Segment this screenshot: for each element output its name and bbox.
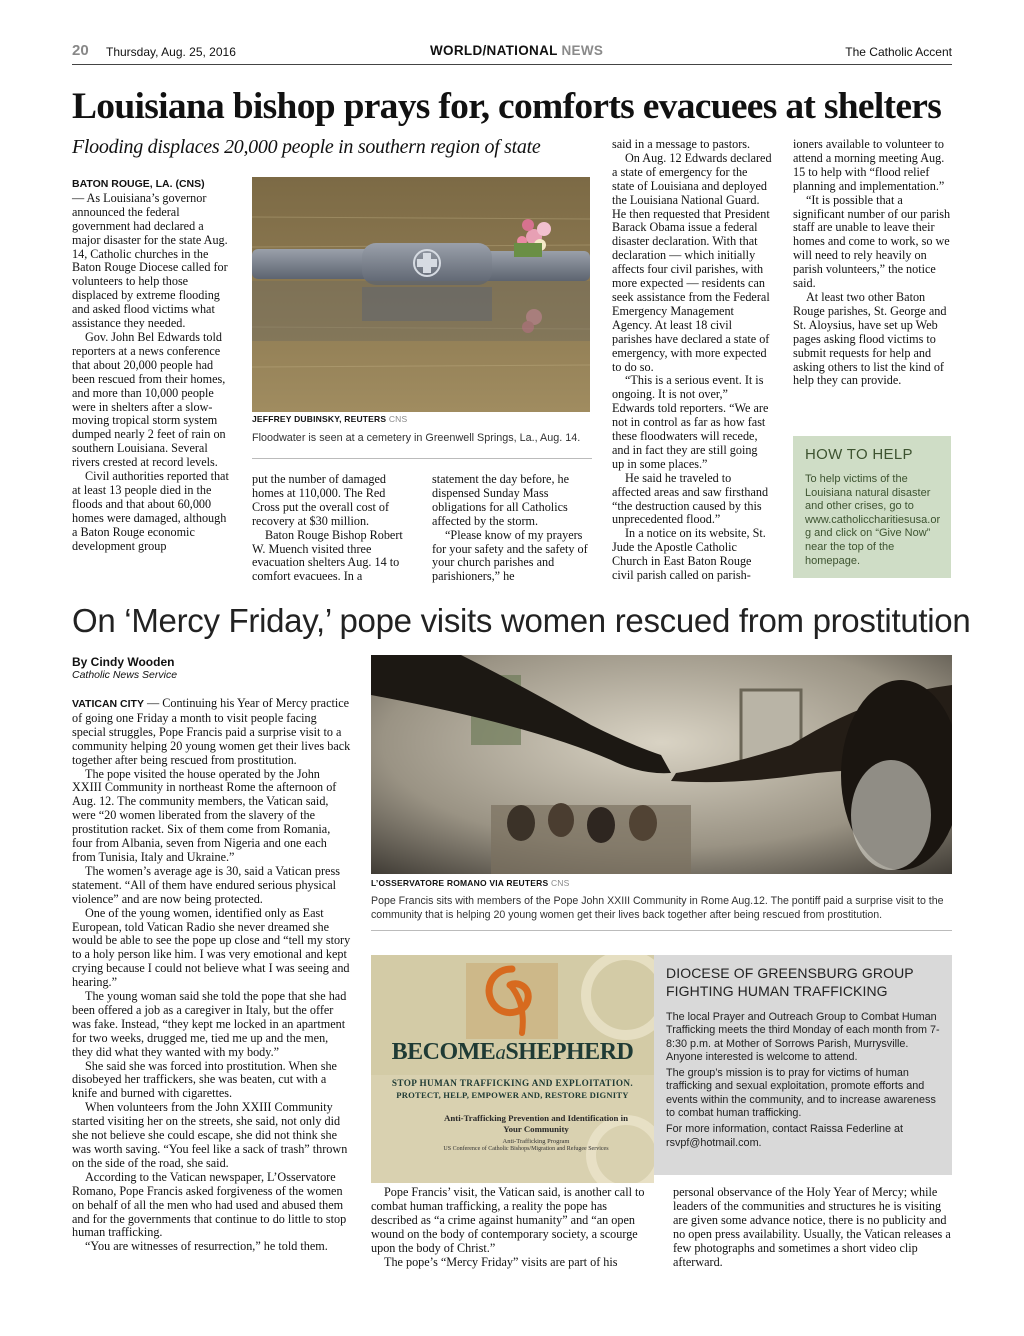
paragraph: — As Louisiana’s governor announced the federal government had declared a major disaster for the state Aug. 14, Catholic churches in the Baton Rouge Diocese called for volunteers to help those displaced by extreme flooding and asked flood victims what assistance they needed.	[72, 190, 228, 331]
paragraph: When volunteers from the John XXIII Community started visiting her on the streets, she said, not only did she not believe she could escape, she did not think she was worth saving. “You feel like a sack of trash” thrown on the side of the road, she said.	[72, 1100, 348, 1170]
story2-byline: By Cindy Wooden	[72, 655, 175, 669]
page-number: 20	[72, 42, 89, 59]
section-label	[430, 43, 603, 58]
diocese-box-paragraph-1: The local Prayer and Outreach Group to Combat Human Trafficking meets the third Monday of each month from 7-8:30 p.m. at Mother of Sorrows Parish, Murrysville. Anyone interested is welcome to attend.	[666, 1011, 940, 1063]
credit-agency: CNS	[388, 414, 408, 424]
section-label-primary: WORLD/NATIONAL	[430, 43, 558, 58]
caption-rule	[252, 458, 592, 459]
story1-column-4	[612, 138, 772, 583]
paragraph: “You are witnesses of resurrection,” he told them.	[85, 1239, 328, 1254]
pope-photo-credit	[371, 878, 569, 888]
story1-column-5	[793, 138, 951, 388]
how-to-help-box	[793, 436, 951, 578]
ad-title-a: a	[495, 1040, 506, 1064]
pope-visit-photo	[371, 655, 952, 874]
paragraph: In a notice on its website, St. Jude the Apostle Catholic Church in East Baton Rouge civil parish called on parish-	[612, 526, 766, 583]
paragraph: On Aug. 12 Edwards declared a state of emergency for the state of Louisiana and deployed the Louisiana National Guard. He then requested that President Barack Obama issue a federal disaster declaration. With that declaration — which initially affects four civil parishes, with more expected — residents can seek assistance from the Federal Emergency Management Agency. At least 18 civil parishes have declared a state of emergency, with more expected to do so.	[612, 150, 772, 374]
pope-photo-graphic	[371, 655, 952, 874]
paragraph: The young woman said she told the pope that she had been offered a job as a caregiver in Italy, but the offer was fake. Instead, “they kept me locked in an apartment for two weeks, drugged me, tied me up and the men, they did what they wanted with my body.”	[72, 989, 347, 1059]
caption-rule	[371, 930, 952, 931]
flood-photo-graphic	[252, 177, 590, 412]
credit-name: JEFFREY DUBINSKY, REUTERS	[252, 414, 387, 424]
paragraph: ioners available to volunteer to attend a morning meeting Aug. 15 to help with “flood relief planning and implementation.”	[793, 137, 945, 193]
diocese-box-paragraph-2: The group’s mission is to pray for victims of human trafficking and sexual exploitation, promote efforts and events within the community, and to increase awareness to combat human trafficking.	[666, 1067, 936, 1120]
story1-headline: Louisiana bishop prays for, comforts evacuees at shelters	[72, 86, 942, 127]
ad-tagline-2: PROTECT, HELP, EMPOWER AND, RESTORE DIGNITY	[396, 1090, 629, 1100]
paragraph: Baton Rouge Bishop Robert W. Muench visited three evacuation shelters Aug. 14 to comfort evacuees. In a	[252, 527, 403, 584]
paragraph: put the number of damaged homes at 110,000. The Red Cross put the overall cost of recovery at $30 million.	[252, 472, 390, 528]
paragraph: personal observance of the Holy Year of Mercy; while leaders of the communities and structures he is visiting are given some advance notice, there is no publicity and no open press availability. Usually, the Vatican releases a few photographs and sometimes a short video clip afterward.	[673, 1185, 951, 1269]
story1-column-1	[72, 177, 232, 553]
become-a-shepherd-ad	[371, 955, 654, 1183]
issue-date: Thursday, Aug. 25, 2016	[106, 45, 236, 59]
paragraph: One of the young women, identified only as East European, told Vatican Radio she never dreamed she would be able to see the pope up close and “tell my story to a holy person like him. I was very emotional and kept crying because I could not believe what I was seeing and hearing.”	[72, 905, 351, 990]
paragraph: “It is possible that a significant number of our parish staff are unable to leave their homes and come to work, so we will need to rely heavily on parish volunteers,” the notice said.	[793, 192, 951, 291]
paragraph: She said she was forced into prostitution. When she disobeyed her traffickers, she was beaten, cut with a knife and burned with cigarettes.	[72, 1058, 337, 1101]
flood-photo-credit	[252, 414, 407, 424]
shepherd-crook-logo	[466, 963, 558, 1039]
pope-photo-caption: Pope Francis sits with members of the Pope John XXIII Community in Rome Aug.12. The pontiff paid a surprise visit to the community that is helping 20 young women get their lives back together after being rescued from prostitution.	[371, 895, 944, 921]
paragraph: Pope Francis’ visit, the Vatican said, is another call to combat human trafficking, a reality the pope has described as “a crime against humanity” and “an open wound on the body of contemporary society, a scourge upon the body of Christ.”	[371, 1185, 645, 1255]
ad-title	[379, 1039, 646, 1066]
story1-column-3	[432, 473, 592, 584]
ad-title-shepherd: SHEPHERD	[505, 1039, 634, 1065]
flood-cemetery-photo	[252, 177, 590, 412]
paragraph: The women’s average age is 30, said a Vatican press statement. “All of them have endured serious physical violence” and are now being protected.	[72, 863, 340, 906]
paragraph: According to the Vatican newspaper, L’Osservatore Romano, Pope Francis asked forgiveness of the women on behalf of all the men who had used and abused them and for the governments that continue to do little to stop human trafficking.	[72, 1169, 347, 1240]
paragraph: said in a message to pastors.	[612, 137, 751, 151]
story1-column-2	[252, 473, 412, 584]
section-label-secondary: NEWS	[561, 43, 604, 58]
story2-byline-org: Catholic News Service	[72, 669, 178, 681]
publication-name: The Catholic Accent	[845, 45, 952, 59]
paragraph: The pope’s “Mercy Friday” visits are part of his	[384, 1254, 618, 1269]
story1-dateline: BATON ROUGE, LA. (CNS)	[72, 178, 205, 190]
story1-subhead: Flooding displaces 20,000 people in southern region of state	[72, 136, 541, 158]
paragraph: The pope visited the house operated by the John XXIII Community in northeast Rome the afternoon of Aug. 12. The community members, the Vatican said, were “20 women liberated from the slavery of the prostitution racket. Six of them come from Romania, four from Albania, seven from Nigeria and one each from Tunisia, Italy and Ukraine.”	[72, 766, 337, 864]
ad-line-4: Anti-Trafficking Program	[502, 1138, 570, 1145]
paragraph: He said he traveled to affected areas and saw firsthand “the destruction caused by this unprecedented flood.”	[612, 470, 769, 527]
header-rule	[72, 64, 952, 65]
story2-headline: On ‘Mercy Friday,’ pope visits women rescued from prostitution	[72, 602, 971, 639]
how-to-help-body: To help victims of the Louisiana natural disaster and other crises, go to www.catholiccharitiesusa.org and click on “Give Now” near the top of the homepage.	[805, 473, 941, 567]
story2-column-3	[673, 1186, 953, 1269]
ad-tagline-1: STOP HUMAN TRAFFICKING AND EXPLOITATION.	[391, 1078, 634, 1088]
ad-line-3: Anti-Trafficking Prevention and Identification in Your Community	[444, 1113, 628, 1134]
paragraph: “Please know of my prayers for your safety and the safety of your church parishes and parishioners,” he	[432, 527, 588, 584]
story2-dateline: VATICAN CITY	[72, 698, 144, 710]
paragraph: Civil authorities reported that at least 13 people died in the floods and that about 60,000 homes were damaged, although a Baton Rouge economic development group	[72, 469, 229, 553]
diocese-box-title: DIOCESE OF GREENSBURG GROUP FIGHTING HUMAN TRAFFICKING	[666, 965, 914, 999]
credit-name: L’OSSERVATORE ROMANO VIA REUTERS	[371, 878, 549, 888]
story2-column-1	[72, 697, 352, 1254]
flood-photo-caption: Floodwater is seen at a cemetery in Greenwell Springs, La., Aug. 14.	[252, 432, 581, 444]
paragraph: statement the day before, he dispensed Sunday Mass obligations for all Catholics affected by the storm.	[432, 472, 570, 528]
credit-agency: CNS	[550, 878, 570, 888]
ad-title-become: BECOME	[391, 1039, 496, 1065]
how-to-help-title: HOW TO HELP	[805, 446, 913, 463]
paragraph: “This is a serious event. It is ongoing. It is not over,” Edwards told reporters. “We are not in control as far as how fast these floodwaters will recede, and in fact they are still going up in some places.”	[612, 373, 769, 471]
story2-column-2	[371, 1186, 651, 1269]
diocese-greensburg-box	[654, 955, 952, 1175]
paragraph: Gov. John Bel Edwards told reporters at a news conference that about 20,000 people had been rescued from their homes, and more than 10,000 people were in shelters after a slow-moving tropical storm system dumped nearly 2 feet of rain on southern Louisiana. Several rivers crested at record levels.	[72, 329, 226, 470]
paragraph: — Continuing his Year of Mercy practice of going one Friday a month to visit people facing special struggles, Pope Francis paid a surprise visit to a community helping 20 young women get their lives back together after being rescued from prostitution.	[72, 696, 351, 767]
ad-line-5: US Conference of Catholic Bishops/Migration and Refugee Services	[443, 1146, 609, 1152]
diocese-box-paragraph-3: For more information, contact Raissa Federline at rsvpf@hotmail.com.	[666, 1123, 904, 1149]
paragraph: At least two other Baton Rouge parishes, St. George and St. Aloysius, have set up Web pages asking flood victims to submit requests for help and asking others to list the kind of help they can provide.	[793, 289, 947, 388]
